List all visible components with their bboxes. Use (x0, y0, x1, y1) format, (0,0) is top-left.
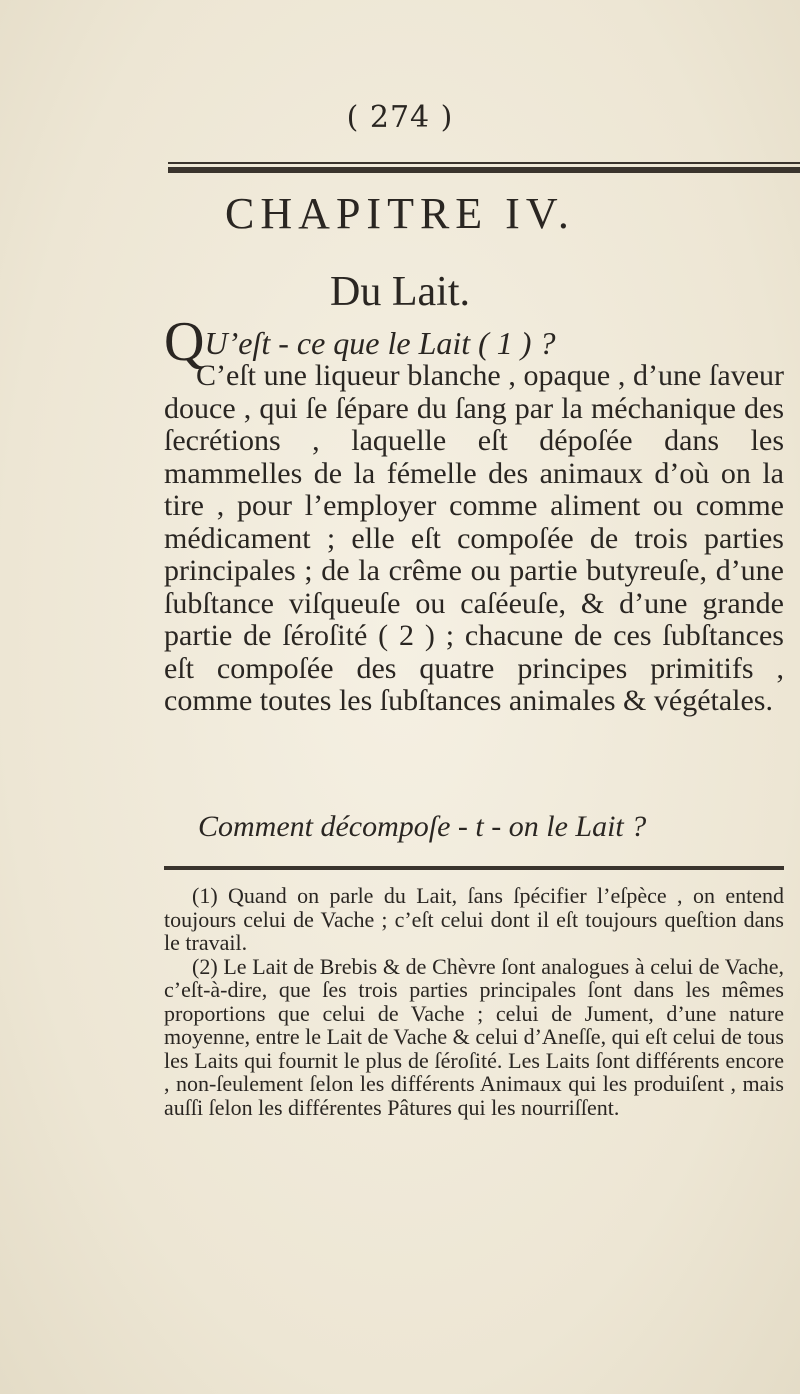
footnote-rule (164, 866, 784, 870)
header-rule (168, 162, 800, 176)
header-rule-thick (168, 167, 800, 173)
chapter-heading: CHAPITRE IV. (225, 189, 575, 238)
second-question: Comment décompoſe - t - on le Lait ? (198, 810, 647, 843)
body-text (164, 360, 784, 718)
drop-cap: Q (164, 311, 205, 373)
page-number: ( 274 ) (346, 100, 454, 135)
main-paragraph: C’eſt une liqueur blanche , opaque , d’une ſaveur douce , qui ſe ſépare du ſang par la méchanique des ſecrétions , laquelle eſt dépoſée dans les mammelles de la fémelle des animaux d’où on la tire , pour l’employer comme aliment ou comme médicament ; elle eſt compoſée de trois parties principales ; de la crême ou partie butyreuſe, d’une ſubſtance viſqueuſe ou caſéeuſe, & d’une grande partie de ſéroſité ( 2 ) ; chacune de ces ſubſtances eſt compoſée des quatre principes primitifs , comme toutes les ſubſtances animales & végétales. (164, 359, 784, 717)
section-title: Du Lait. (330, 269, 470, 315)
footnotes (164, 884, 784, 1119)
question-text: U’eſt - ce que le Lait ( 1 ) ? (204, 325, 556, 361)
footnote-2: (2) Le Lait de Brebis & de Chèvre ſont analogues à celui de Vache, c’eſt-à-dire, que ſes trois parties principales ſont dans les mêmes proportions que celui de Vache ; celui de Jument, d’une nature moyenne, entre le Lait de Vache & celui d’Aneſſe, qui eſt celui de tous les Laits qui fournit le plus de ſéroſité. Les Laits ſont différents encore , non-ſeulement ſelon les différents Animaux qui les produiſent , mais auſſi ſelon les différentes Pâtures qui les nourriſſent. (164, 953, 784, 1120)
footnote-1: (1) Quand on parle du Lait, ſans ſpécifier l’eſpèce , on entend toujours celui de Vache ; c’eſt celui dont il eſt toujours queſtion dans le travail. (164, 883, 784, 955)
header-rule-thin (168, 162, 800, 164)
